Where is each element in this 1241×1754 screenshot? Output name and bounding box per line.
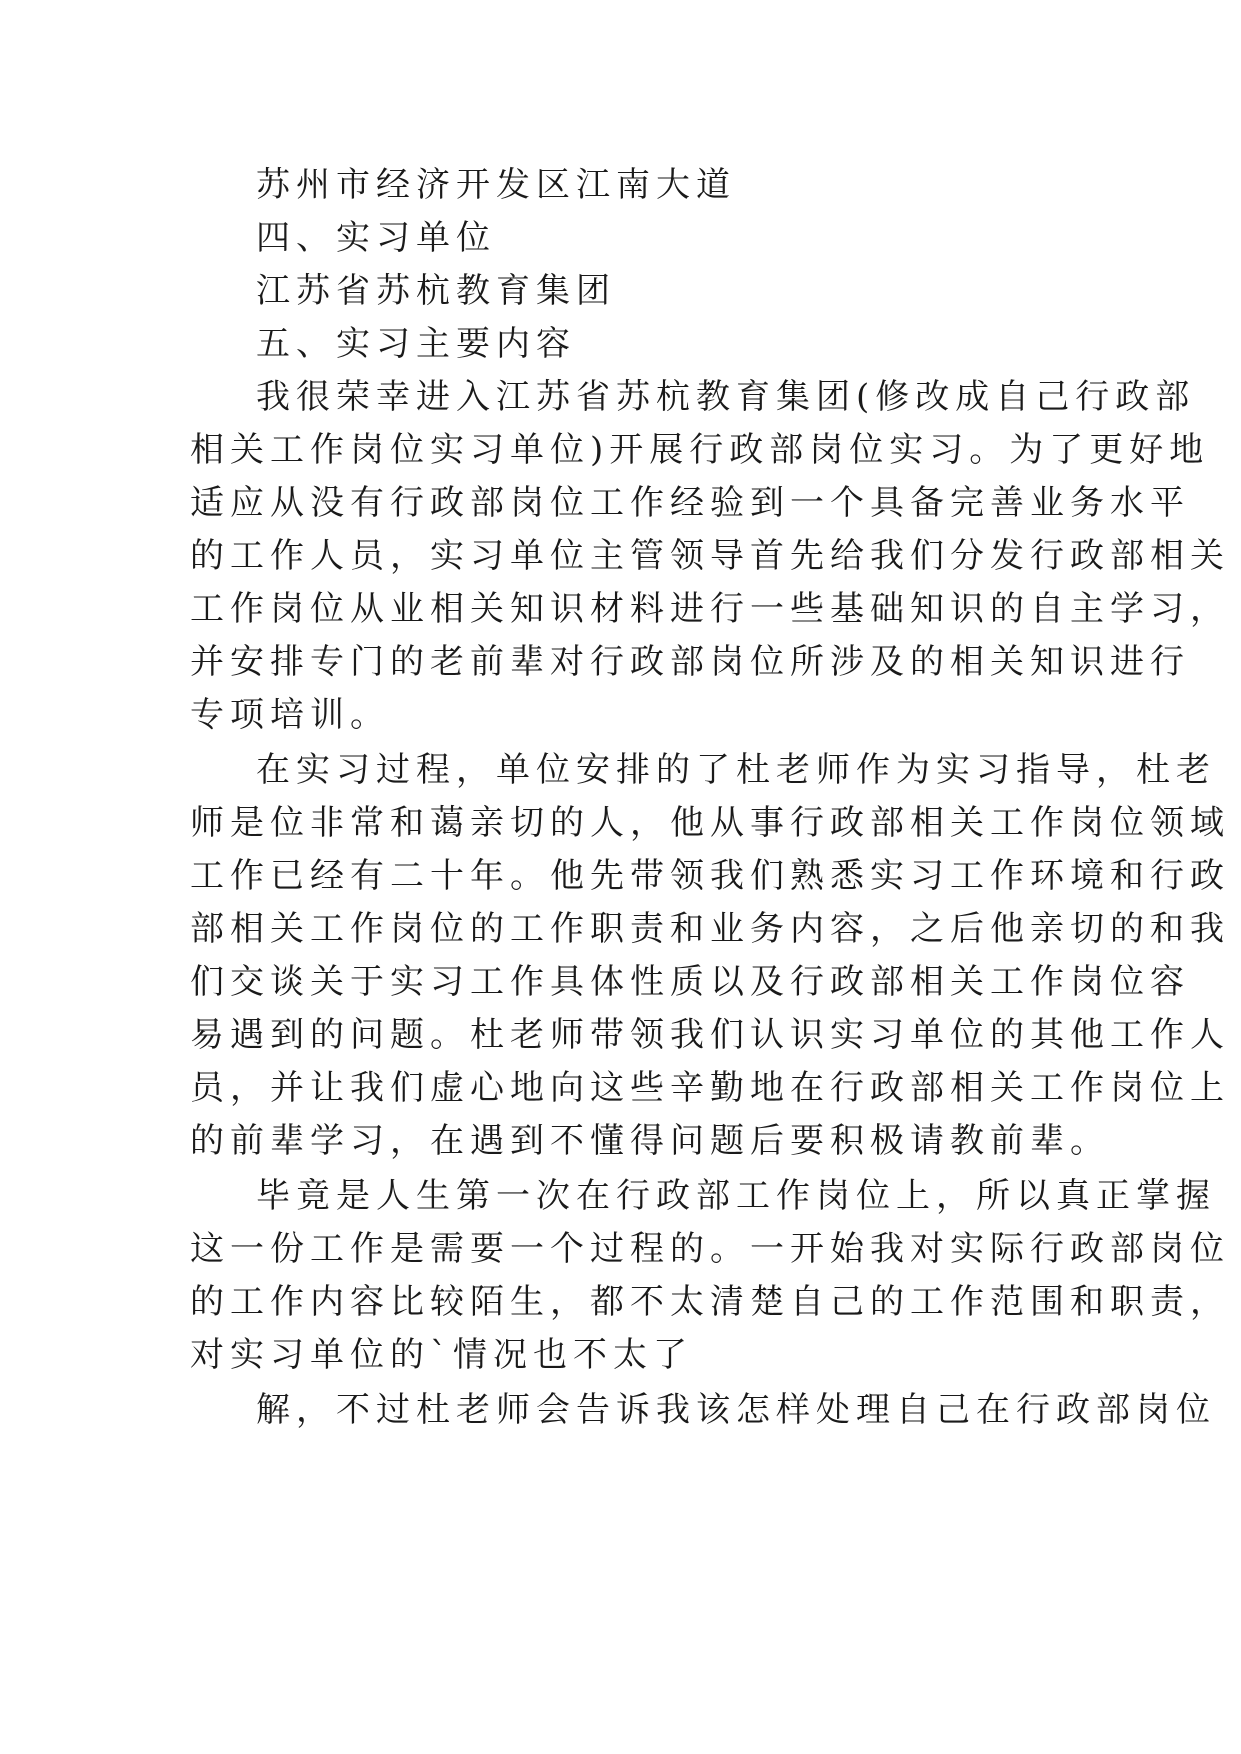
internship-unit-name: 江苏省苏杭教育集团 [256,271,616,311]
paragraph-2-line-8: 的前辈学习，在遇到不懂得问题后要积极请教前辈。 [190,1121,1110,1161]
address-line: 苏州市经济开发区江南大道 [256,165,736,205]
paragraph-3-line-3: 的工作内容比较陌生，都不太清楚自己的工作范围和职责， [190,1282,1230,1322]
paragraph-2-line-4: 部相关工作岗位的工作职责和业务内容，之后他亲切的和我 [190,909,1230,949]
paragraph-2-line-3: 工作已经有二十年。他先带领我们熟悉实习工作环境和行政 [190,856,1230,896]
paragraph-1-line-4: 的工作人员，实习单位主管领导首先给我们分发行政部相关 [190,536,1230,576]
paragraph-3-line-2: 这一份工作是需要一个过程的。一开始我对实际行政部岗位 [190,1229,1230,1269]
paragraph-2-line-6: 易遇到的问题。杜老师带领我们认识实习单位的其他工作人 [190,1015,1230,1055]
section-heading-main-content: 五、实习主要内容 [256,324,576,364]
paragraph-2-line-7: 员，并让我们虚心地向这些辛勤地在行政部相关工作岗位上 [190,1068,1230,1108]
paragraph-1-line-7: 专项培训。 [190,695,390,735]
paragraph-3-line-4: 对实习单位的`情况也不太了 [190,1335,693,1375]
paragraph-4-line-1: 解，不过杜老师会告诉我该怎样处理自己在行政部岗位 [256,1390,1216,1430]
paragraph-1-line-5: 工作岗位从业相关知识材料进行一些基础知识的自主学习， [190,589,1230,629]
paragraph-1-line-6: 并安排专门的老前辈对行政部岗位所涉及的相关知识进行 [190,642,1190,682]
paragraph-1-line-3: 适应从没有行政部岗位工作经验到一个具备完善业务水平 [190,483,1190,523]
paragraph-1-line-1: 我很荣幸进入江苏省苏杭教育集团(修改成自己行政部 [256,377,1196,417]
paragraph-2-line-1: 在实习过程，单位安排的了杜老师作为实习指导，杜老 [256,750,1216,790]
paragraph-1-line-2: 相关工作岗位实习单位)开展行政部岗位实习。为了更好地 [190,430,1210,470]
paragraph-2-line-2: 师是位非常和蔼亲切的人，他从事行政部相关工作岗位领域 [190,803,1230,843]
paragraph-3-line-1: 毕竟是人生第一次在行政部工作岗位上，所以真正掌握 [256,1176,1216,1216]
section-heading-internship-unit: 四、实习单位 [256,218,496,258]
paragraph-2-line-5: 们交谈关于实习工作具体性质以及行政部相关工作岗位容 [190,962,1190,1002]
